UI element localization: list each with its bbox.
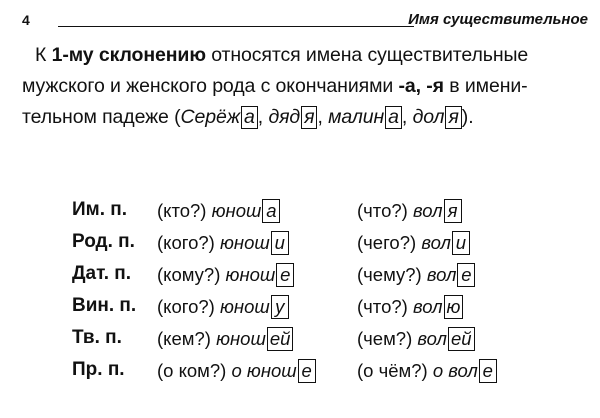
declension-word-1 bbox=[157, 359, 316, 383]
case-label: Пр. п. bbox=[72, 359, 125, 380]
case-question: (кого?) bbox=[157, 232, 215, 253]
word-stem: юнош bbox=[225, 264, 276, 285]
case-question: (кто?) bbox=[157, 200, 207, 221]
word-stem: вол bbox=[421, 232, 451, 253]
rule-text-2: относятся имена существительные мужского и женского рода с окончаниями bbox=[22, 44, 529, 97]
example-separator: , bbox=[317, 106, 329, 128]
word-stem: вол bbox=[426, 264, 457, 285]
ending-box: ей bbox=[267, 327, 294, 351]
case-question: (кого?) bbox=[157, 296, 215, 317]
case-label: Им. п. bbox=[72, 199, 128, 220]
ending-box: ей bbox=[448, 327, 475, 351]
rule-text-4: ). bbox=[461, 106, 474, 128]
example-ending-box: а bbox=[241, 106, 258, 129]
declension-row bbox=[72, 228, 572, 260]
declension-row bbox=[72, 356, 572, 388]
case-label: Вин. п. bbox=[72, 295, 137, 316]
declension-row bbox=[72, 324, 572, 356]
case-label: Род. п. bbox=[72, 231, 135, 252]
word-stem: юнош bbox=[219, 296, 270, 317]
ending-box: ю bbox=[444, 295, 464, 319]
word-stem: вол bbox=[417, 328, 447, 349]
example-stem: малин bbox=[328, 106, 385, 128]
ending-box: е bbox=[457, 263, 475, 287]
case-question: (кем?) bbox=[157, 328, 211, 349]
declension-word-1 bbox=[157, 295, 289, 319]
ending-box: е bbox=[479, 359, 497, 383]
header-divider bbox=[58, 26, 414, 27]
rule-endings: -а, -я bbox=[398, 75, 444, 97]
example-stem: Серёж bbox=[180, 106, 241, 128]
word-stem: о вол bbox=[432, 360, 478, 381]
ending-box: я bbox=[444, 199, 462, 223]
ending-box: е bbox=[276, 263, 294, 287]
rule-paragraph bbox=[22, 40, 588, 133]
example-stem: дол bbox=[412, 106, 445, 128]
ending-box: а bbox=[262, 199, 280, 223]
example-separator: , bbox=[257, 106, 269, 128]
rule-text-3: в имени-тельном падеже ( bbox=[22, 75, 528, 128]
ending-box: е bbox=[298, 359, 316, 383]
example-separator: , bbox=[401, 106, 413, 128]
word-stem: вол bbox=[412, 200, 443, 221]
declension-row bbox=[72, 260, 572, 292]
declension-word-2 bbox=[357, 263, 475, 287]
example-ending-box: а bbox=[385, 106, 402, 129]
ending-box: у bbox=[271, 295, 289, 319]
section-title: Имя существительное bbox=[408, 11, 588, 28]
declension-word-1 bbox=[157, 327, 293, 351]
case-question: (что?) bbox=[357, 296, 408, 317]
word-stem: юнош bbox=[219, 232, 270, 253]
declension-word-2 bbox=[357, 199, 462, 223]
declension-word-1 bbox=[157, 199, 280, 223]
example-stem: дяд bbox=[268, 106, 301, 128]
case-label: Дат. п. bbox=[72, 263, 132, 284]
declension-table bbox=[72, 196, 572, 388]
case-question: (кому?) bbox=[157, 264, 221, 285]
example-ending-box: я bbox=[301, 106, 317, 129]
case-question: (чему?) bbox=[357, 264, 422, 285]
declension-word-2 bbox=[357, 295, 463, 319]
declension-word-2 bbox=[357, 231, 470, 255]
rule-text-1: К bbox=[35, 44, 52, 66]
case-question: (о чём?) bbox=[357, 360, 428, 381]
word-stem: вол bbox=[412, 296, 443, 317]
case-question: (что?) bbox=[357, 200, 408, 221]
case-question: (о ком?) bbox=[157, 360, 227, 381]
example-ending-box: я bbox=[445, 106, 461, 129]
case-label: Тв. п. bbox=[72, 327, 122, 348]
declension-word-2 bbox=[357, 327, 475, 351]
page-header bbox=[22, 8, 588, 36]
rule-term: 1-му склонению bbox=[51, 44, 206, 66]
declension-word-2 bbox=[357, 359, 497, 383]
case-question: (чем?) bbox=[357, 328, 413, 349]
word-stem: юнош bbox=[211, 200, 262, 221]
declension-row bbox=[72, 292, 572, 324]
declension-word-1 bbox=[157, 263, 294, 287]
word-stem: юнош bbox=[216, 328, 266, 349]
case-question: (чего?) bbox=[357, 232, 417, 253]
word-stem: о юнош bbox=[231, 360, 297, 381]
declension-word-1 bbox=[157, 231, 289, 255]
ending-box: и bbox=[452, 231, 470, 255]
page-number: 4 bbox=[22, 12, 30, 28]
ending-box: и bbox=[271, 231, 289, 255]
declension-row bbox=[72, 196, 572, 228]
